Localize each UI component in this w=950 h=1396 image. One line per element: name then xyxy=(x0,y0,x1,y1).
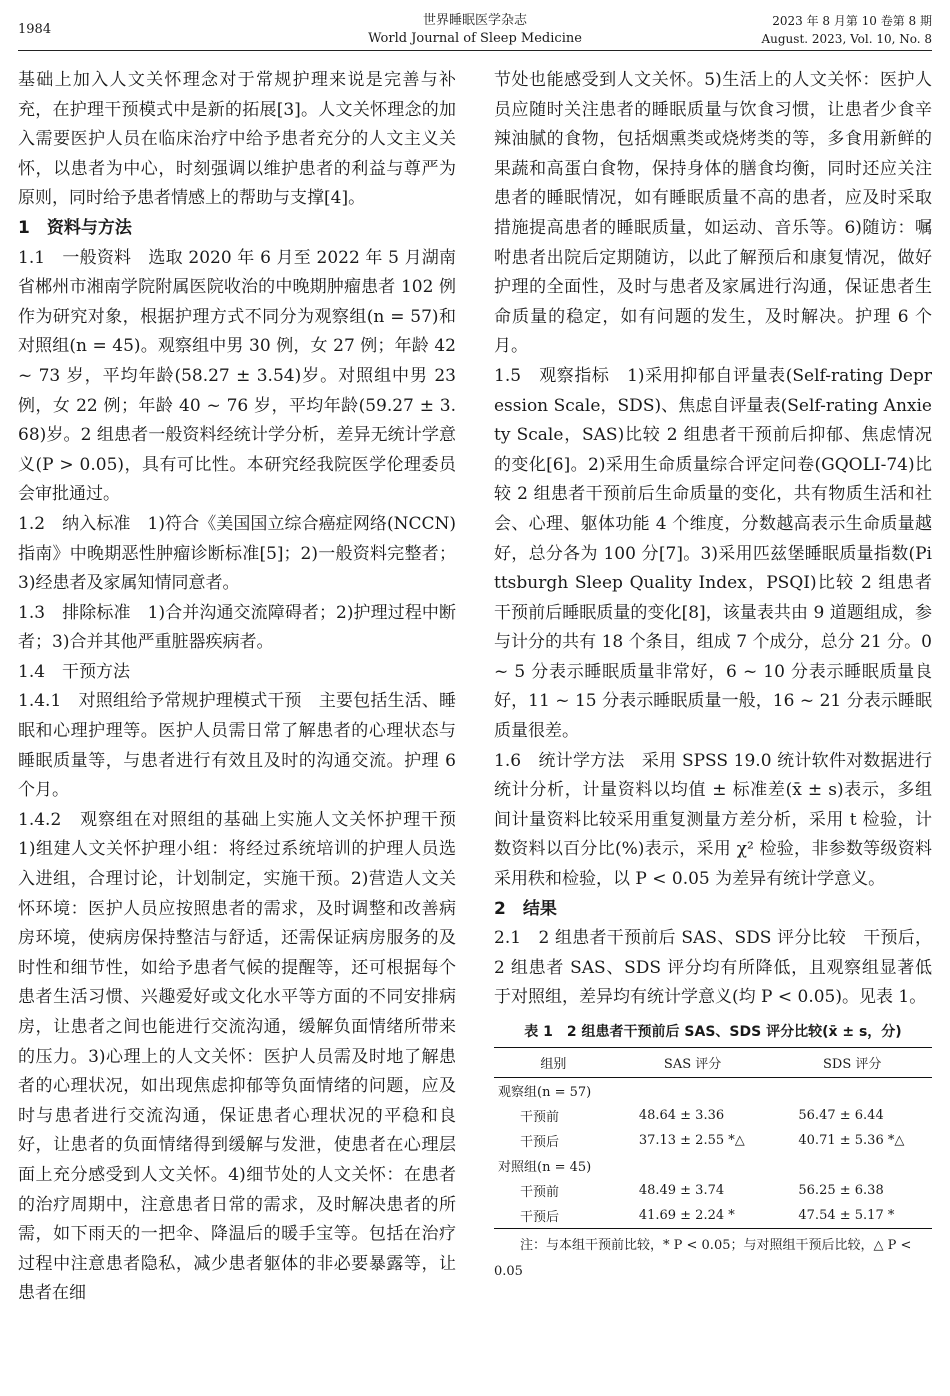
sas-value: 37.13 ± 2.55 *△ xyxy=(638,1133,745,1148)
sds-value: 56.47 ± 6.44 xyxy=(798,1108,884,1123)
paragraph: 1.1 一般资料 选取 2020 年 6 月至 2022 年 5 月湖南省郴州市湘南学院附属医院收治的中晚期肿瘤患者 102 例作为研究对象，根据护理方式不同分为观察组(n = 57)和对照组(n = 45)。观察组中男 30 例，女 27 例；年龄 42 ~ 73 岁，平均年龄(58.27 ± 3.54)岁。对照组中男 23 例，女 22 例；年龄 40 ~ 76 岁，平均年龄(59.27 ± 3.68)岁。2 组患者一般资料经统计学分析，差异无统计学意义(P > 0.05)，具有可比性。本研究经我院医学伦理委员会审批通过。 xyxy=(18,247,456,505)
row-label: 对照组(n = 45) xyxy=(498,1160,592,1175)
paragraph: 基础上加入人文关怀理念对于常规护理来说是完善与补充，在护理干预模式中是新的拓展[3]。人文关怀理念的加入需要医护人员在临床治疗中给予患者充分的人文主义关怀，以患者为中心，时刻强调以维护患者的利益与尊严为原则，同时给予患者情感上的帮助与支撑[4]。 xyxy=(18,70,456,209)
paragraph: 1.6 统计学方法 采用 SPSS 19.0 统计软件对数据进行统计分析，计量资料以均值 ± 标准差(x̄ ± s)表示，多组间计量资料比较采用重复测量方差分析，采用 t 检验，计数资料以百分比(%)表示，采用 χ² 检验，非参数等级资料采用秩和检验，以 P < 0.05 为差异有统计学意义。 xyxy=(494,750,932,890)
row-label: 干预前 xyxy=(520,1185,560,1200)
sas-value xyxy=(613,1078,773,1104)
table-title: 表 1 2 组患者干预前后 SAS、SDS 评分比较(x̄ ± s，分) xyxy=(524,1024,902,1040)
table-note: 注：与本组干预前比较，* P < 0.05；与对照组干预后比较，△ P < 0.05 xyxy=(494,1238,912,1279)
table-row xyxy=(494,1178,932,1203)
paragraph: 1.4.2 观察组在对照组的基础上实施人文关怀护理干预 1)组建人文关怀护理小组：将经过系统培训的护理人员选入进组，合理讨论，计划制定，实施干预。2)营造人文关怀环境：医护人员应按照患者的需求，及时调整和改善病房环境，使病房保持整洁与舒适，还需保证病房服务的及时性和细节性，如给予患者气候的提醒等，还可根据每个患者生活习惯、兴趣爱好或文化水平等方面的不同安排病房，让患者之间也能进行交流沟通，缓解负面情绪所带来的压力。3)心理上的人文关怀：医护人员需及时地了解患者的心理状况，如出现焦虑抑郁等负面情绪的问题，应及时与患者进行交流沟通，保证患者心理状况的平稳和良好，让患者的负面情绪得到缓解与发泄，使患者在心理层面上充分感受到人文关怀。4)细节处的人文关怀：在患者的治疗周期中，注意患者日常的需求，及时解决患者的所需，如下雨天的一把伞、降温后的暖手宝等。包括在治疗过程中注意患者隐私，减少患者躯体的非必要暴露等，让患者在细 xyxy=(18,809,473,1304)
table-row xyxy=(494,1153,932,1178)
paragraph: 2.1 2 组患者干预前后 SAS、SDS 评分比较 干预后，2 组患者 SAS、SDS 评分均有所降低，且观察组显著低于对照组，差异均有统计学意义(均 P < 0.05)。见表 1。 xyxy=(494,928,932,1008)
table-row xyxy=(494,1203,932,1229)
row-label: 观察组(n = 57) xyxy=(498,1085,592,1100)
results-table xyxy=(494,1047,932,1229)
issue-en: August. 2023, Vol. 10, No. 8 xyxy=(761,32,932,46)
col-header-group: 组别 xyxy=(494,1048,613,1078)
sds-value: 40.71 ± 5.36 *△ xyxy=(798,1133,905,1148)
table-row xyxy=(494,1103,932,1128)
sds-value: 47.54 ± 5.17 * xyxy=(772,1203,932,1229)
paragraph: 1.5 观察指标 1)采用抑郁自评量表(Self-rating Depression Scale，SDS)、焦虑自评量表(Self-rating Anxiety Scale，SAS)比较 2 组患者干预前后抑郁、焦虑情况的变化[6]。2)采用生命质量综合评定问卷(GQOLI-74)比较 2 组患者干预前后生命质量的变化，共有物质生活和社会、心理、躯体功能 4 个维度，分数越高表示生命质量越好，总分各为 100 分[7]。3)采用匹兹堡睡眠质量指数(Pittsburgh Sleep Quality Index，PSQI)比较 2 组患者干预前后睡眠质量的变化[8]，该量表共由 9 道题组成，参与计分的共有 18 个条目，组成 7 个成分，总分 21 分。0 ~ 5 分表示睡眠质量非常好，6 ~ 10 分表示睡眠质量良好，11 ~ 15 分表示睡眠质量一般，16 ~ 21 分表示睡眠质量很差。 xyxy=(494,365,932,742)
sas-value: 41.69 ± 2.24 * xyxy=(613,1203,773,1229)
sds-value xyxy=(772,1078,932,1104)
paragraph: 节处也能感受到人文关怀。5)生活上的人文关怀：医护人员应随时关注患者的睡眠质量与饮食习惯，让患者少食辛辣油腻的食物，包括烟熏类或烧烤类的等，多食用新鲜的果蔬和高蛋白食物，保持身体的膳食均衡，同时还应关注患者的睡眠情况，如有睡眠质量不高的患者，应及时采取措施提高患者的睡眠质量，如运动、音乐等。6)随访：嘱咐患者出院后定期随访，以此了解预后和康复情况，做好护理的全面性，及时与患者及家属进行沟通，保证患者生命质量的稳定，如有问题的发生，及时解决。护理 6 个月。 xyxy=(494,70,932,357)
left-column xyxy=(18,66,473,1309)
paragraph: 1.2 纳入标准 1)符合《美国国立综合癌症网络(NCCN)指南》中晚期恶性肿瘤诊断标准[5]；2)一般资料完整者；3)经患者及家属知情同意者。 xyxy=(18,513,456,594)
sas-value: 48.49 ± 3.74 xyxy=(638,1183,725,1198)
row-label: 干预后 xyxy=(520,1135,560,1150)
issue-cn: 2023 年 8 月第 10 卷第 8 期 xyxy=(772,14,932,28)
col-header-sas: SAS 评分 xyxy=(613,1048,773,1078)
paragraph: 1.4.1 对照组给予常规护理模式干预 主要包括生活、睡眠和心理护理等。医护人员需日常了解患者的心理状态与睡眠质量等，与患者进行有效且及时的沟通交流。护理 6 个月。 xyxy=(18,691,456,801)
row-label: 干预后 xyxy=(494,1203,613,1229)
sds-value: 56.25 ± 6.38 xyxy=(798,1183,884,1198)
section-heading: 1 资料与方法 xyxy=(18,217,132,238)
paragraph: 1.3 排除标准 1)合并沟通交流障碍者；2)护理过程中断者；3)合并其他严重脏器疾病者。 xyxy=(18,602,456,653)
row-label: 干预前 xyxy=(520,1110,560,1125)
col-header-sds: SDS 评分 xyxy=(772,1048,932,1078)
issue-info xyxy=(761,12,932,48)
right-column xyxy=(494,66,932,1285)
journal-title-cn: 世界睡眠医学杂志 xyxy=(422,13,527,28)
table-row xyxy=(494,1078,932,1104)
page-number: 1984 xyxy=(18,22,52,37)
sds-value xyxy=(772,1153,932,1178)
table-row xyxy=(494,1128,932,1153)
sas-value xyxy=(613,1153,773,1178)
journal-title-en: World Journal of Sleep Medicine xyxy=(368,31,582,46)
section-heading: 2 结果 xyxy=(494,898,557,919)
sas-value: 48.64 ± 3.36 xyxy=(638,1108,725,1123)
table-header-row xyxy=(494,1048,932,1078)
subsection-heading: 1.4 干预方法 xyxy=(18,661,131,682)
running-header xyxy=(18,6,932,51)
